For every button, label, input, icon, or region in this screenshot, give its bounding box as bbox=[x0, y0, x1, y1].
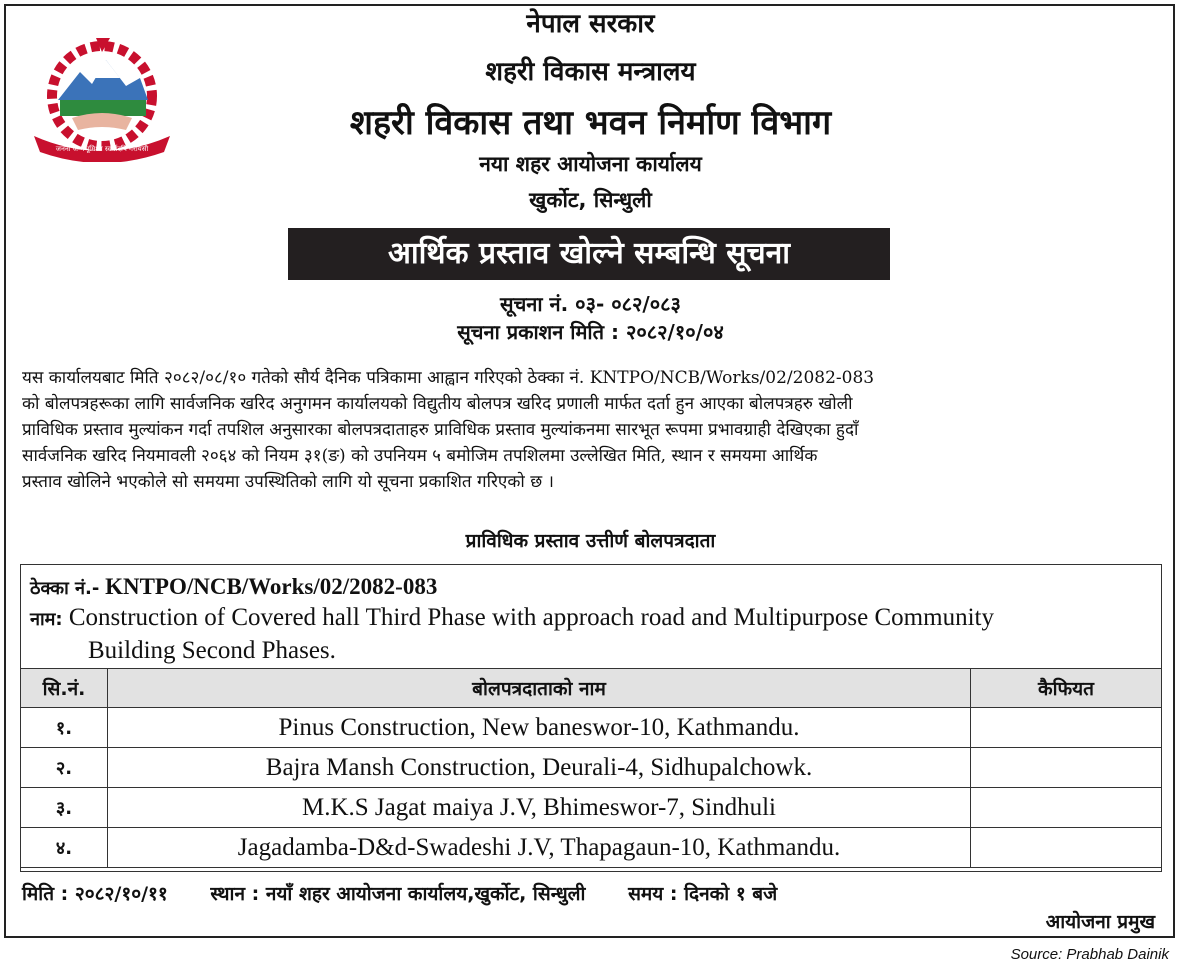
paragraph-line: सार्वजनिक खरिद नियमावली २०६४ को नियम ३१(ङ) को उपनियम ५ बमोजिम तपशिलमा उल्लेखित मिति, स्थान र समयमा आर्थिक bbox=[22, 446, 818, 466]
paragraph-line: यस कार्यालयबाट मिति २०८२/०८/१० गतेको सौर्य दैनिक पत्रिकामा आह्वान गरिएको ठेक्का नं. KNTPO/NCB/Works/02/2082-083 bbox=[22, 368, 875, 388]
header-remarks: कैफियत bbox=[971, 669, 1162, 708]
opening-date: मिति : २०८२/१०/११ bbox=[22, 883, 168, 905]
row-bidder-name: Jagadamba-D&d-Swadeshi J.V, Thapagaun-10, Kathmandu. bbox=[108, 828, 971, 868]
table-row bbox=[21, 708, 1162, 748]
row-serial: २. bbox=[21, 748, 108, 788]
paragraph-line: प्राविधिक प्रस्ताव मुल्यांकन गर्दा तपशिल अनुसारका बोलपत्रदाताहरु प्राविधिक प्रस्ताव मुल्यांकनमा सारभूत रूपमा प्रभावग्राही देखिएका हुदाँ bbox=[22, 420, 859, 440]
row-remark bbox=[971, 708, 1162, 748]
opening-time: समय : दिनको १ बजे bbox=[628, 883, 778, 905]
contract-number: KNTPO/NCB/Works/02/2082-083 bbox=[105, 574, 438, 599]
table-row bbox=[21, 828, 1162, 868]
header-department: शहरी विकास तथा भवन निर्माण विभाग bbox=[349, 103, 832, 143]
header-government: नेपाल सरकार bbox=[526, 9, 655, 39]
signature-project-chief: आयोजना प्रमुख bbox=[1045, 911, 1155, 933]
row-bidder-name: Bajra Mansh Construction, Deurali-4, Sidhupalchowk. bbox=[108, 748, 971, 788]
table-header-row bbox=[21, 669, 1162, 708]
row-remark bbox=[971, 828, 1162, 868]
qualified-bidders-heading: प्राविधिक प्रस्ताव उत्तीर्ण बोलपत्रदाता bbox=[465, 530, 716, 552]
source-credit: Source: Prabhab Dainik bbox=[1010, 946, 1169, 963]
header-serial: सि.नं. bbox=[21, 669, 108, 708]
contract-name-label: नाम: bbox=[30, 609, 63, 630]
header-bidder-name: बोलपत्रदाताको नाम bbox=[108, 669, 971, 708]
header-location: खुर्कोट, सिन्धुली bbox=[529, 188, 652, 212]
opening-place: स्थान : नयाँ शहर आयोजना कार्यालय,खुर्कोट, सिन्धुली bbox=[210, 883, 586, 905]
notice-title-banner: आर्थिक प्रस्ताव खोल्ने सम्बन्धि सूचना bbox=[288, 228, 890, 280]
paragraph-line: को बोलपत्रहरूका लागि सार्वजनिक खरिद अनुगमन कार्यालयको विद्युतीय बोलपत्र खरिद प्रणाली मार्फत दर्ता हुन आएका बोलपत्रहरु खोली bbox=[22, 394, 853, 414]
table-row bbox=[21, 788, 1162, 828]
row-serial: १. bbox=[21, 708, 108, 748]
emblem-caption: जननी जन्मभूमिश्च स्वर्गादपि गरीयसी bbox=[55, 145, 149, 153]
contract-name-line2: Building Second Phases. bbox=[88, 637, 336, 664]
contract-number-row bbox=[30, 574, 437, 600]
publish-date: सूचना प्रकाशन मिति : २०८२/१०/०४ bbox=[457, 320, 724, 344]
row-remark bbox=[971, 788, 1162, 828]
header-ministry: शहरी विकास मन्त्रालय bbox=[485, 57, 696, 87]
paragraph-line: प्रस्ताव खोलिने भएकोले सो समयमा उपस्थितिको लागि यो सूचना प्रकाशित गरिएको छ । bbox=[22, 472, 554, 492]
contract-name-line1: Construction of Covered hall Third Phase with approach road and Multipurpose Community bbox=[68, 604, 994, 631]
row-serial: ३. bbox=[21, 788, 108, 828]
row-remark bbox=[971, 748, 1162, 788]
notice-number: सूचना नं. ०३- ०८२/०८३ bbox=[500, 292, 681, 316]
notice-paragraph bbox=[22, 365, 1158, 495]
row-serial: ४. bbox=[21, 828, 108, 868]
contract-name-row bbox=[30, 602, 1155, 666]
bidders-table bbox=[20, 668, 1162, 868]
table-row bbox=[21, 748, 1162, 788]
row-bidder-name: M.K.S Jagat maiya J.V, Bhimeswor-7, Sindhuli bbox=[108, 788, 971, 828]
row-bidder-name: Pinus Construction, New baneswor-10, Kathmandu. bbox=[108, 708, 971, 748]
header-office: नया शहर आयोजना कार्यालय bbox=[479, 152, 702, 176]
contract-label: ठेक्का नं.- bbox=[30, 578, 100, 599]
opening-details bbox=[22, 880, 813, 906]
